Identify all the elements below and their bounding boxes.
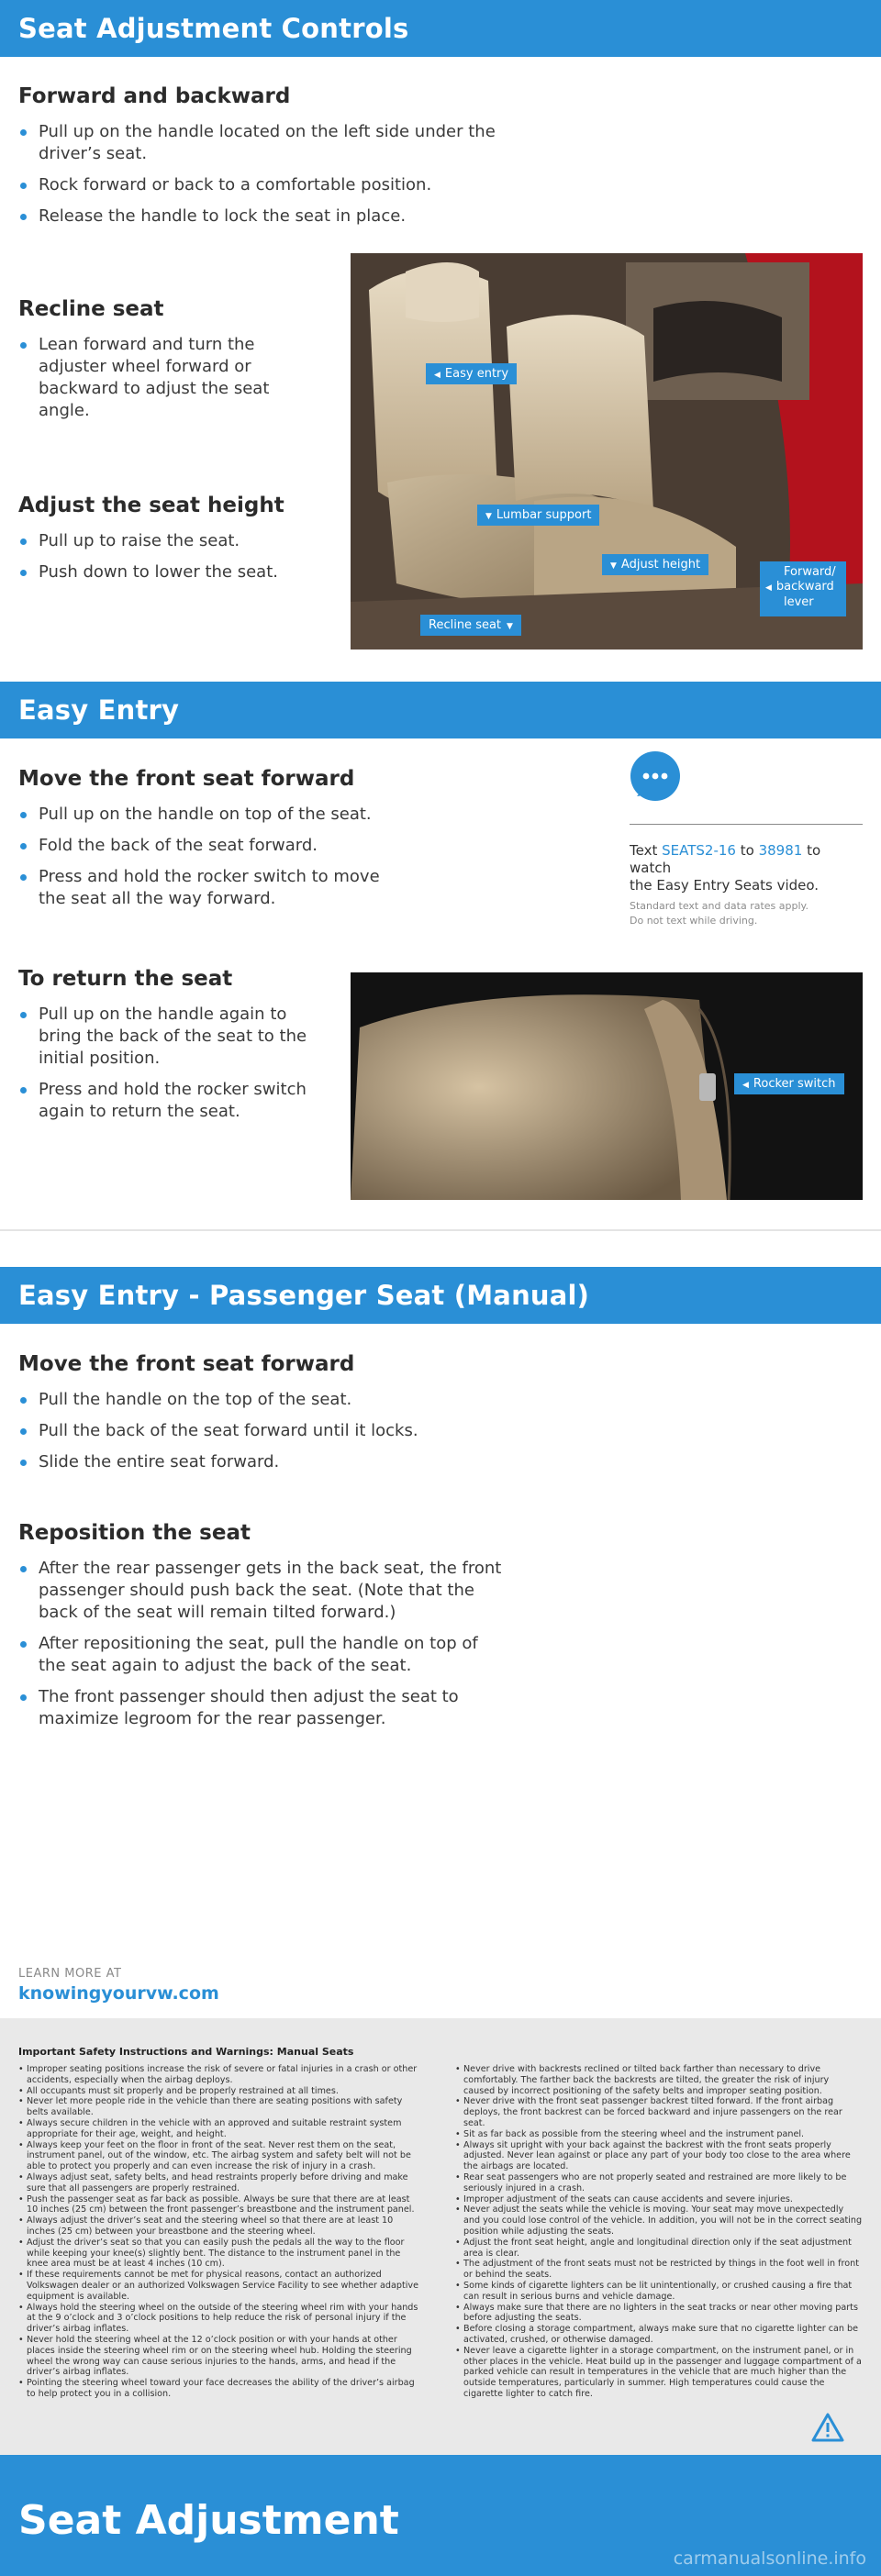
warning-item: • Adjust the driver’s seat so that you can easily push the pedals all the way to the floor while keeping your knee(s) slightly bent. The distance to the instrument panel in the knee area must be at least 4 inches (10 cm). — [18, 2237, 422, 2270]
warning-triangle-icon — [811, 2413, 844, 2442]
list-move-front-seat-passenger — [18, 1389, 532, 1482]
sms-code: SEATS2-16 — [662, 842, 736, 859]
warning-item: • Pointing the steering wheel toward your face decreases the ability of the driver’s airbag to help protect you in a collision. — [18, 2378, 422, 2400]
section-divider — [0, 1229, 881, 1231]
callout-lumbar-support — [477, 505, 599, 526]
warning-item: • Always keep your feet on the floor in front of the seat. Never rest them on the seat, instrument panel, out of the window, etc. The airbag system and safety belt will not be able to protect you properly and can even increase the risk of injury in a crash. — [18, 2140, 422, 2172]
list-item: Pull the back of the seat forward until it locks. — [18, 1420, 532, 1442]
callout-forward-backward-lever — [760, 561, 846, 616]
list-item: Push down to lower the seat. — [18, 561, 321, 583]
list-item: Pull up to raise the seat. — [18, 530, 321, 552]
section-header-passenger-seat — [0, 1267, 881, 1324]
section-header-seat-adjustment — [0, 0, 881, 57]
callout-adjust-height — [602, 554, 708, 575]
heading-move-front-seat: Move the front seat forward — [18, 767, 355, 791]
list-forward-backward — [18, 121, 496, 237]
warning-item: • Never drive with backrests reclined or tilted back farther than necessary to drive comfortably. The farther back the backrests are tilted, the greater the risk of injury caused by incorrect positioning of the safety belts and improper seating position. — [455, 2064, 863, 2096]
heading-recline-seat: Recline seat — [18, 297, 164, 321]
list-item: Rock forward or back to a comfortable position. — [18, 174, 496, 196]
warning-item: • All occupants must sit properly and be properly restrained at all times. — [18, 2086, 422, 2097]
warning-item: • Always hold the steering wheel on the outside of the steering wheel rim with your hands at the 9 o’clock and 3 o’clock positions to help reduce the risk of personal injury if the driver’s airbag inflates. — [18, 2303, 422, 2335]
warning-item: • Some kinds of cigarette lighters can be lit unintentionally, or crushed causing a fire that can result in serious burns and vehicle damage. — [455, 2281, 863, 2303]
warnings-list-right — [455, 2064, 863, 2400]
warning-item: • Never let more people ride in the vehicle than there are seating positions with safety belts available. — [18, 2096, 422, 2118]
arrow-left-icon: ◀ — [765, 583, 772, 593]
chat-bubble-icon — [630, 750, 681, 807]
arrow-left-icon: ◀ — [434, 371, 440, 380]
arrow-left-icon: ◀ — [742, 1081, 749, 1090]
heading-move-front-seat-passenger: Move the front seat forward — [18, 1352, 355, 1376]
warning-item: • Always sit upright with your back against the backrest with the front seats properly adjusted. Never lean against or place any part of your body too close to the area where the airbags are located. — [455, 2140, 863, 2172]
warning-item: • Before closing a storage compartment, always make sure that no cigarette lighter can be activated, crushed, or otherwise damaged. — [455, 2324, 863, 2346]
footer-band — [0, 2455, 881, 2576]
list-adjust-height — [18, 530, 321, 593]
callout-line: ◀ backward — [765, 580, 834, 594]
arrow-down-icon: ▼ — [507, 622, 513, 631]
warning-item: • The adjustment of the front seats must not be restricted by things in the foot well in front or behind the seats. — [455, 2259, 863, 2281]
callout-rocker-switch — [734, 1073, 844, 1094]
warning-item: • Never adjust the seats while the vehicle is moving. Your seat may move unexpectedly and you could lose control of the vehicle. In addition, you will not be in the correct seating position while adjusting the seats. — [455, 2204, 863, 2237]
arrow-down-icon: ▼ — [485, 512, 492, 521]
callout-recline-seat — [420, 615, 521, 636]
list-item: Press and hold the rocker switch again to return the seat. — [18, 1079, 321, 1123]
sms-box — [630, 750, 863, 943]
warning-item: • Improper adjustment of the seats can cause accidents and severe injuries. — [455, 2194, 863, 2205]
sms-number: 38981 — [758, 842, 803, 859]
warning-item: • Always adjust the driver’s seat and the steering wheel so that there are at least 10 inches (25 cm) between your breastbone and the steering wheel. — [18, 2215, 422, 2237]
list-return-seat — [18, 1004, 321, 1132]
callout-label: Adjust height — [620, 558, 701, 572]
list-item: After the rear passenger gets in the back seat, the front passenger should push back the seat. (Note that the back of the seat will remain tilted forward.) — [18, 1558, 505, 1624]
driver-seat-photo — [351, 253, 863, 650]
rocker-switch-photo — [351, 972, 863, 1200]
section-header-easy-entry — [0, 682, 881, 738]
warning-item: • Never hold the steering wheel at the 12 o’clock position or with your hands at other places inside the steering wheel rim or on the steering wheel hub. Holding the steering wheel the wrong way can cause serious injuries to the hands, arms, and head if the driver’s airbag inflates. — [18, 2335, 422, 2378]
sms-note: Standard text and data rates apply. Do not text while driving. — [630, 900, 809, 927]
section-title: Easy Entry - Passenger Seat (Manual) — [18, 1280, 590, 1311]
callout-label: Rocker switch — [753, 1077, 836, 1091]
heading-adjust-height: Adjust the seat height — [18, 494, 284, 517]
callout-easy-entry — [426, 363, 517, 384]
footer-title: Seat Adjustment — [18, 2497, 399, 2544]
warnings-title: Important Safety Instructions and Warnings: Manual Seats — [18, 2046, 354, 2058]
warning-item: • Never drive with the front seat passenger backrest tilted forward. If the front airbag deploys, the front backrest can be forced backward and injure passengers on the rear seat. — [455, 2096, 863, 2128]
callout-label: Recline seat — [429, 618, 502, 632]
heading-return-seat: To return the seat — [18, 967, 233, 991]
list-item: Press and hold the rocker switch to move the seat all the way forward. — [18, 866, 404, 910]
list-reposition-seat — [18, 1558, 505, 1739]
callout-label: Lumbar support — [496, 508, 592, 522]
section-title: Easy Entry — [18, 694, 180, 726]
section-title: Seat Adjustment Controls — [18, 13, 409, 44]
warning-item: • Push the passenger seat as far back as possible. Always be sure that there are at least 10 inches (25 cm) between the front passenger’s breastbone and the instrument panel. — [18, 2194, 422, 2216]
arrow-down-icon: ▼ — [610, 561, 617, 571]
watermark: carmanualsonline.info — [673, 2548, 866, 2569]
list-item: Slide the entire seat forward. — [18, 1451, 532, 1473]
warnings-panel — [0, 2018, 881, 2455]
list-item: Pull up on the handle located on the left side under the driver’s seat. — [18, 121, 496, 165]
learn-more-link[interactable]: knowingyourvw.com — [18, 1983, 219, 2004]
warning-item: • Never leave a cigarette lighter in a storage compartment, on the instrument panel, or in other places in the vehicle. Heat build up in the passenger and luggage compartment of a parked vehicle can result in temperatures in the vehicle that are much higher than the outside temperatures, particularly in summer. High temperatures could cause the cigarette lighter to catch fire. — [455, 2346, 863, 2400]
heading-reposition-seat: Reposition the seat — [18, 1521, 251, 1545]
warning-item: • Always make sure that there are no lighters in the seat tracks or near other moving parts before adjusting the seats. — [455, 2303, 863, 2325]
callout-line: Forward/ — [784, 565, 836, 579]
callout-label: Easy entry — [444, 367, 509, 381]
heading-forward-backward: Forward and backward — [18, 84, 291, 108]
warning-item: • If these requirements cannot be met for physical reasons, contact an authorized Volkswagen dealer or an authorized Volkswagen Service Facility to see whether adaptive equipment is available. — [18, 2270, 422, 2302]
list-item: After repositioning the seat, pull the handle on top of the seat again to adjust the back of the seat. — [18, 1633, 505, 1677]
warnings-list-left — [18, 2064, 422, 2400]
list-item: Lean forward and turn the adjuster wheel forward or backward to adjust the seat angle. — [18, 334, 284, 422]
sms-text: Text SEATS2-16 to 38981 to watch the Easy Entry Seats video. — [630, 842, 821, 894]
sms-divider — [630, 824, 863, 825]
list-item: Pull the handle on the top of the seat. — [18, 1389, 532, 1411]
warning-item: • Improper seating positions increase the risk of severe or fatal injuries in a crash or other accidents, especially when the airbag deploys. — [18, 2064, 422, 2086]
list-item: Pull up on the handle on top of the seat. — [18, 804, 404, 826]
warning-item: • Rear seat passengers who are not properly seated and restrained are more likely to be seriously injured in a crash. — [455, 2172, 863, 2194]
warning-item: • Adjust the front seat height, angle and longitudinal direction only if the seat adjustment area is clear. — [455, 2237, 863, 2260]
list-move-front-seat — [18, 804, 404, 919]
list-recline-seat — [18, 334, 284, 431]
warning-item: • Always adjust seat, safety belts, and head restraints properly before driving and make sure that all passengers are properly restrained. — [18, 2172, 422, 2194]
warning-item: • Always secure children in the vehicle with an approved and suitable restraint system appropriate for their age, weight, and height. — [18, 2118, 422, 2140]
list-item: The front passenger should then adjust the seat to maximize legroom for the rear passenger. — [18, 1686, 505, 1730]
list-item: Fold the back of the seat forward. — [18, 835, 404, 857]
list-item: Pull up on the handle again to bring the back of the seat to the initial position. — [18, 1004, 321, 1070]
list-item: Release the handle to lock the seat in place. — [18, 205, 496, 228]
learn-more-label: LEARN MORE AT — [18, 1967, 122, 1981]
callout-line: lever — [784, 595, 814, 609]
warning-item: • Sit as far back as possible from the steering wheel and the instrument panel. — [455, 2129, 863, 2140]
